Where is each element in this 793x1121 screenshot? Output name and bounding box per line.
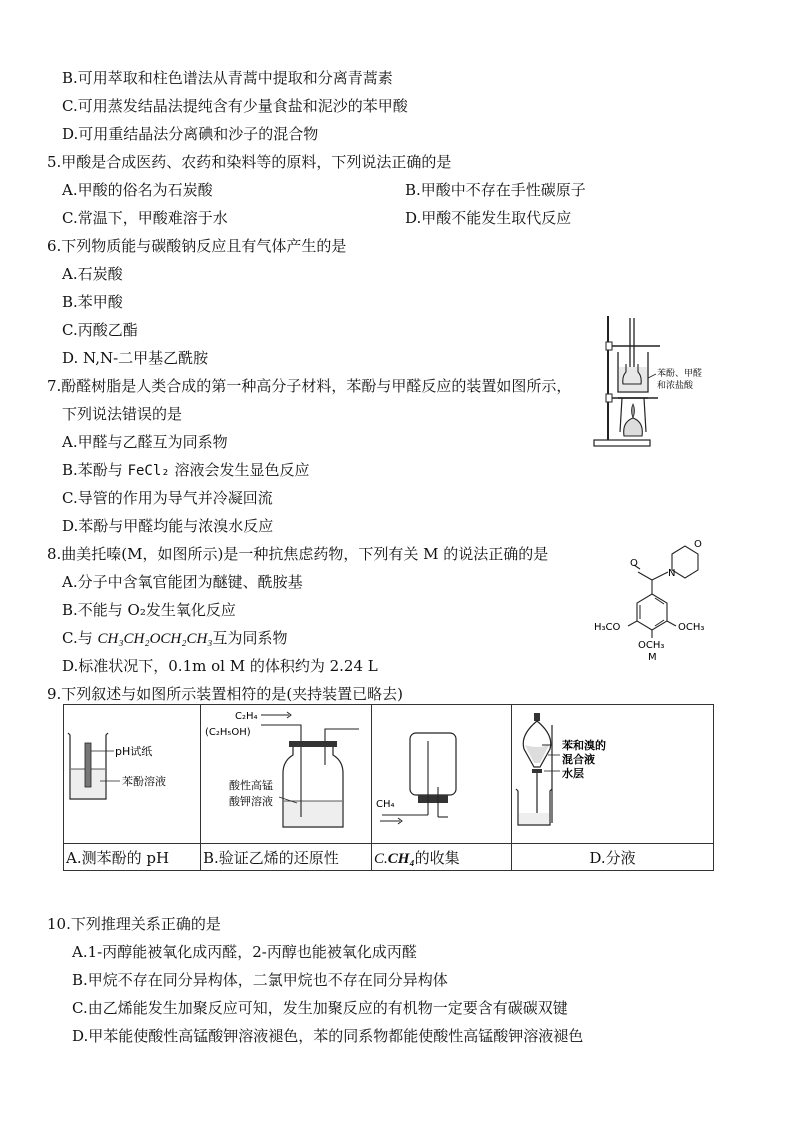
q4-option-b: B.可用萃取和柱色谱法从青蒿中提取和分离青蒿素 bbox=[62, 69, 393, 87]
q9-caption-c-formula: CH₄ bbox=[387, 850, 415, 867]
q7-stem: 7.酚醛树脂是人类合成的第一种高分子材料，苯酚与甲醛反应的装置如图所示， bbox=[47, 377, 572, 395]
q9-figure-a bbox=[64, 705, 201, 843]
q9-figure-d bbox=[512, 705, 714, 843]
q7-option-b-post: 溶液会发生显色反应 bbox=[169, 461, 310, 479]
q8-option-c-pre: C.与 bbox=[62, 629, 98, 647]
q5-option-b: B.甲酸中不存在手性碳原子 bbox=[405, 181, 586, 199]
q9-b-label-kmno4-1: 酸性高锰 bbox=[229, 779, 273, 792]
q10-option-a: A.1-丙醇能被氧化成丙醛，2-丙醇也能被氧化成丙醛 bbox=[72, 943, 417, 961]
q8-option-c-formula: CH₃CH₂OCH₂CH₃ bbox=[97, 631, 213, 647]
q4-option-d: D.可用重结晶法分离碘和沙子的混合物 bbox=[62, 125, 319, 143]
q8-struct-carbonyl-o: O bbox=[630, 558, 638, 569]
q8-struct-bottom-och3: OCH₃ bbox=[638, 640, 665, 651]
q7-stem-line2: 下列说法错误的是 bbox=[62, 405, 183, 423]
q6-option-c: C.丙酸乙酯 bbox=[62, 321, 138, 339]
q9-b-label-c2h4: C₂H₄ bbox=[235, 711, 258, 722]
q9-caption-d: D.分液 bbox=[512, 844, 714, 871]
q9-d-label-mix-1: 苯和溴的 bbox=[562, 739, 606, 752]
q9-caption-b: B.验证乙烯的还原性 bbox=[201, 844, 372, 871]
q9-d-label-mix-2: 混合液 bbox=[562, 753, 595, 766]
q10-option-d: D.甲苯能使酸性高锰酸钾溶液褪色，苯的同系物都能使酸性高锰酸钾溶液褪色 bbox=[72, 1027, 584, 1045]
q9-cell-c-figure bbox=[372, 705, 512, 844]
q8-struct-left-och3: H₃CO bbox=[594, 622, 621, 633]
q7-option-b-pre: B.苯酚与 bbox=[62, 461, 128, 479]
q9-c-label-ch4: CH₄ bbox=[376, 799, 395, 810]
q6-stem: 6.下列物质能与碳酸钠反应且有气体产生的是 bbox=[47, 237, 347, 255]
q8-struct-m-label: M bbox=[648, 652, 657, 663]
q9-b-label-c2h5oh: (C₂H₅OH) bbox=[205, 727, 251, 738]
q8-option-d: D.标准状况下，0.1m ol M 的体积约为 2.24 L bbox=[62, 657, 378, 675]
q9-stem: 9.下列叙述与如图所示装置相符的是(夹持装置已略去) bbox=[47, 685, 404, 703]
q7-option-a: A.甲醛与乙醛互为同系物 bbox=[62, 433, 228, 451]
q9-a-label-ph: pH试纸 bbox=[115, 745, 153, 758]
q9-b-label-kmno4-2: 酸钾溶液 bbox=[229, 795, 273, 808]
q5-option-d: D.甲酸不能发生取代反应 bbox=[405, 209, 572, 227]
q8-option-c-post: 互为同系物 bbox=[212, 629, 288, 647]
q8-struct-right-och3: OCH₃ bbox=[678, 622, 705, 633]
q8-stem: 8.曲美托嗪(M，如图所示)是一种抗焦虑药物，下列有关 M 的说法正确的是 bbox=[47, 545, 549, 563]
q5-option-c: C.常温下，甲酸难溶于水 bbox=[62, 209, 228, 227]
q10-stem: 10.下列推理关系正确的是 bbox=[47, 915, 221, 933]
q9-caption-c bbox=[372, 844, 512, 871]
q6-option-a: A.石炭酸 bbox=[62, 265, 123, 283]
q5-stem: 5.甲酸是合成医药、农药和染料等的原料，下列说法正确的是 bbox=[47, 153, 452, 171]
q10-option-b: B.甲烷不存在同分异构体，二氯甲烷也不存在同分异构体 bbox=[72, 971, 448, 989]
q9-figure-table bbox=[63, 704, 714, 871]
q9-caption-c-pre: C. bbox=[374, 850, 388, 867]
q8-option-a: A.分子中含氧官能团为醚键、酰胺基 bbox=[62, 573, 303, 591]
q7-option-b bbox=[62, 460, 310, 481]
q10-option-c: C.由乙烯能发生加聚反应可知，发生加聚反应的有机物一定要含有碳碳双键 bbox=[72, 999, 568, 1017]
q8-structure-figure bbox=[590, 532, 726, 664]
q9-caption-c-post: 的收集 bbox=[414, 848, 460, 867]
q8-struct-o-label: O bbox=[694, 539, 702, 550]
q7-option-d: D.苯酚与甲醛均能与浓溴水反应 bbox=[62, 517, 274, 535]
q7-figure-label-1: 苯酚、甲醛 bbox=[657, 369, 703, 379]
q6-option-d: D. N,N-二甲基乙酰胺 bbox=[62, 349, 209, 367]
q7-apparatus-figure bbox=[590, 312, 730, 452]
q9-cell-d-figure bbox=[512, 705, 714, 844]
q9-figure-c bbox=[372, 705, 512, 843]
q6-option-b: B.苯甲酸 bbox=[62, 293, 123, 311]
q9-cell-a-figure bbox=[64, 705, 201, 844]
q7-option-c: C.导管的作用为导气并冷凝回流 bbox=[62, 489, 273, 507]
q9-caption-a: A.测苯酚的 pH bbox=[64, 844, 201, 871]
q8-option-b: B.不能与 O₂发生氧化反应 bbox=[62, 601, 236, 619]
q9-cell-b-figure bbox=[201, 705, 372, 844]
q9-figure-b bbox=[201, 705, 372, 843]
q8-struct-n-label: N bbox=[668, 568, 676, 579]
q8-option-c bbox=[62, 628, 288, 649]
q4-option-c: C.可用蒸发结晶法提纯含有少量食盐和泥沙的苯甲酸 bbox=[62, 97, 408, 115]
q9-d-label-water: 水层 bbox=[562, 767, 584, 780]
q5-option-a: A.甲酸的俗名为石炭酸 bbox=[62, 181, 213, 199]
q7-option-b-formula: FeCl₂ bbox=[127, 463, 170, 479]
q9-a-label-phenol: 苯酚溶液 bbox=[122, 775, 166, 788]
q7-figure-label-2: 和浓盐酸 bbox=[657, 381, 694, 391]
